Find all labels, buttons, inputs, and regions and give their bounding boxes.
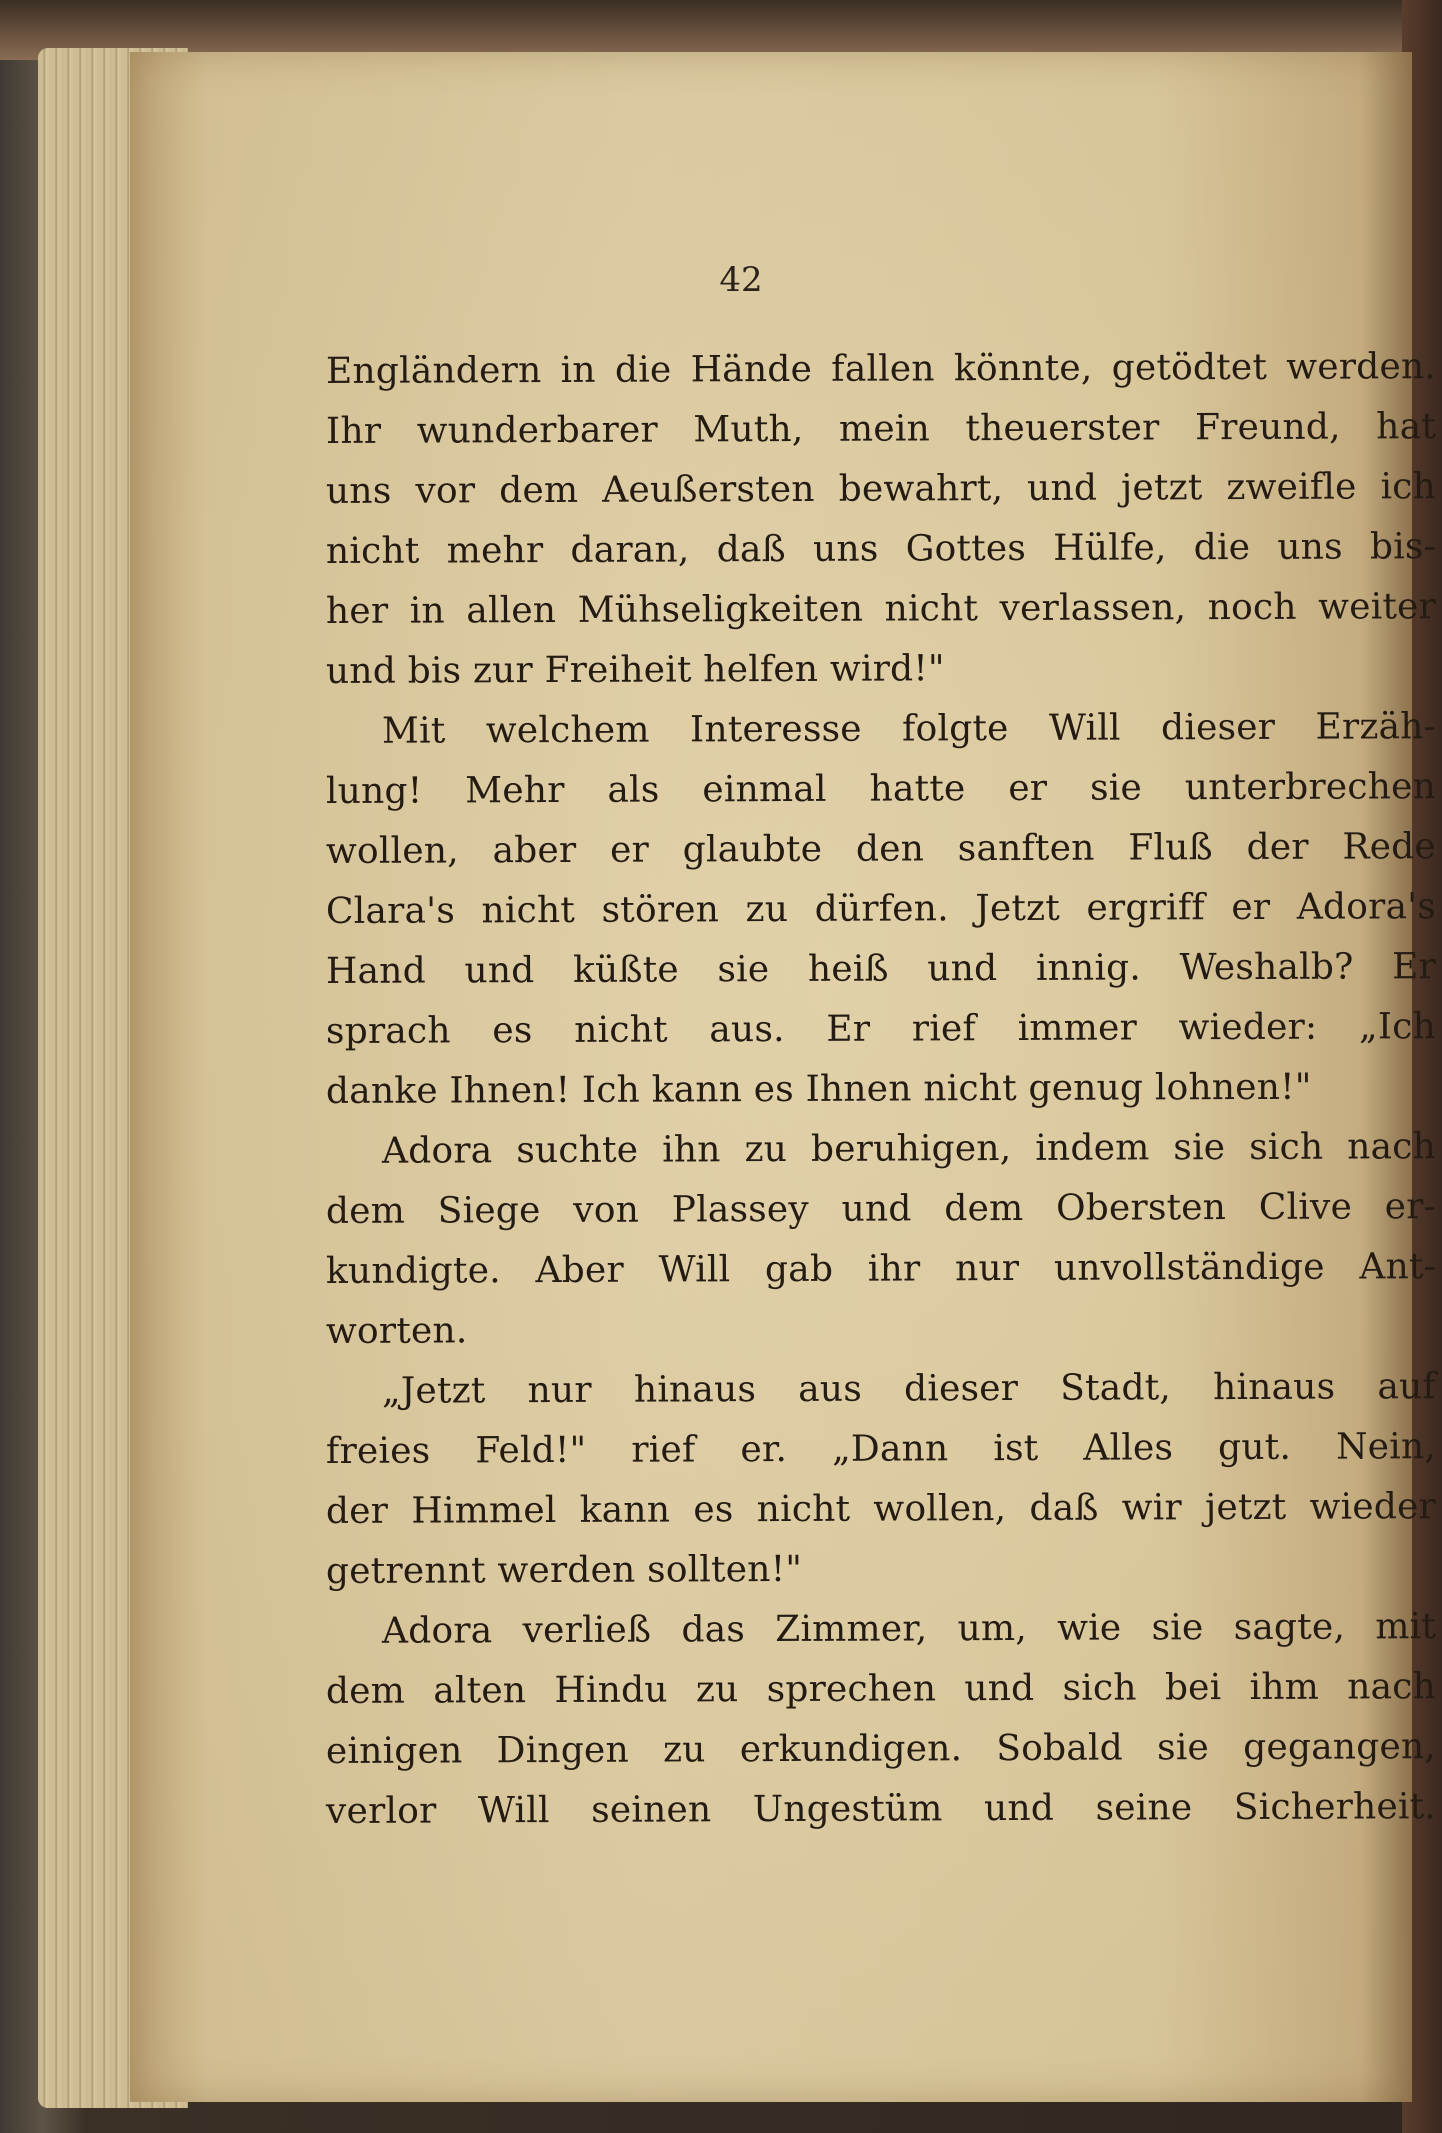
- text-line: lung! Mehr als einmal hatte er sie unterbrechen: [325, 766, 1437, 812]
- text-line: dem Siege von Plassey und dem Obersten Clive er-: [325, 1186, 1437, 1232]
- text-line: worten.: [325, 1310, 468, 1352]
- text-line: nicht mehr daran, daß uns Gottes Hülfe, die uns bis-: [325, 526, 1437, 572]
- page-number: 42: [719, 260, 763, 300]
- text-line: Adora suchte ihn zu beruhigen, indem sie sich nach: [381, 1126, 1437, 1172]
- text-line: sprach es nicht aus. Er rief immer wieder: „Ich: [325, 1006, 1437, 1052]
- text-line: und bis zur Freiheit helfen wird!": [325, 648, 945, 692]
- book-page: [130, 52, 1437, 2102]
- text-line: Adora verließ das Zimmer, um, wie sie sagte, mit: [381, 1606, 1437, 1652]
- text-line: Engländern in die Hände fallen könnte, getödtet werden.: [325, 346, 1437, 392]
- text-line: freies Feld!" rief er. „Dann ist Alles gut. Nein,: [325, 1426, 1437, 1472]
- text-line: wollen, aber er glaubte den sanften Fluß der Rede: [325, 826, 1437, 872]
- book-cover-top-edge: [0, 0, 1442, 60]
- text-line: verlor Will seinen Ungestüm und seine Sicherheit.: [325, 1786, 1437, 1832]
- text-line: Mit welchem Interesse folgte Will dieser Erzäh-: [381, 706, 1437, 752]
- text-line: kundigte. Aber Will gab ihr nur unvollständige Ant-: [325, 1246, 1437, 1292]
- text-line: Hand und küßte sie heiß und innig. Weshalb? Er: [325, 946, 1437, 992]
- body-text: [326, 342, 1436, 1842]
- text-line: dem alten Hindu zu sprechen und sich bei ihm nach: [325, 1666, 1437, 1712]
- text-line: Clara's nicht stören zu dürfen. Jetzt ergriff er Adora's: [325, 886, 1437, 932]
- text-line: Ihr wunderbarer Muth, mein theuerster Freund, hat: [325, 406, 1437, 452]
- text-line: uns vor dem Aeußersten bewahrt, und jetzt zweifle ich: [325, 466, 1437, 512]
- text-line: getrennt werden sollten!": [325, 1548, 803, 1592]
- text-line: danke Ihnen! Ich kann es Ihnen nicht genug lohnen!": [325, 1066, 1312, 1112]
- text-line: einigen Dingen zu erkundigen. Sobald sie gegangen,: [325, 1726, 1437, 1772]
- text-line: der Himmel kann es nicht wollen, daß wir jetzt wieder: [325, 1486, 1437, 1532]
- text-line: „Jetzt nur hinaus aus dieser Stadt, hinaus auf: [381, 1366, 1437, 1412]
- text-line: her in allen Mühseligkeiten nicht verlassen, noch weiter: [325, 586, 1437, 632]
